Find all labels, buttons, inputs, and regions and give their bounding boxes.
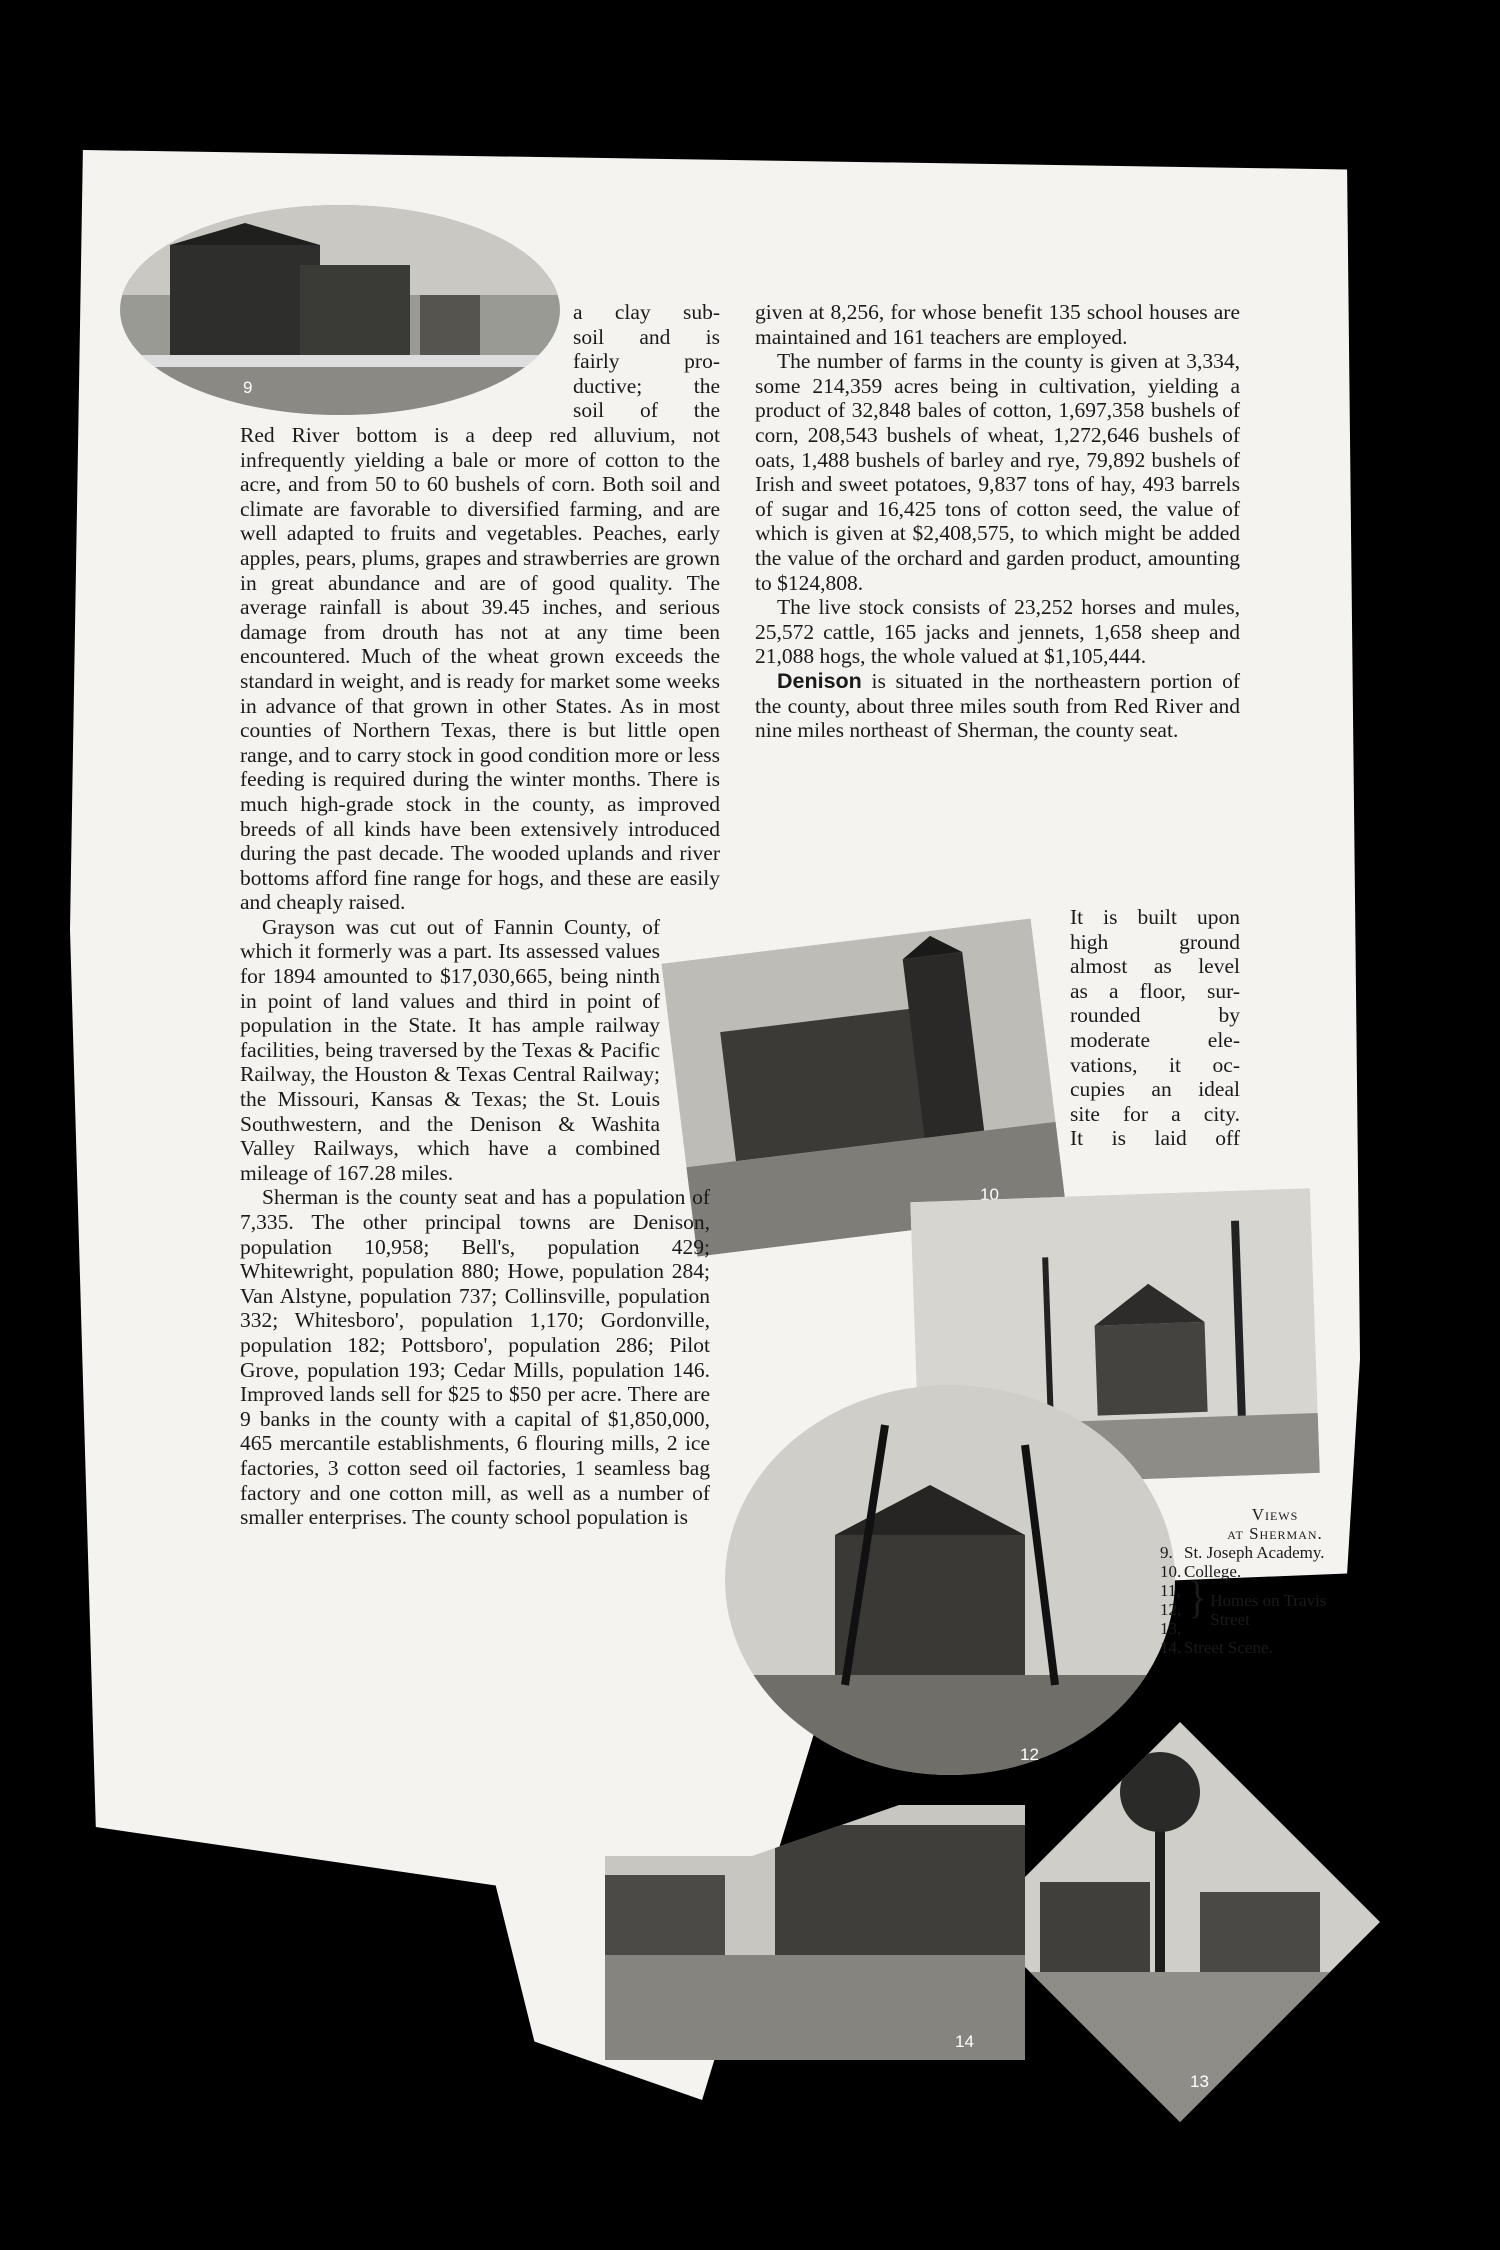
right-wrap-line: It is built upon bbox=[1070, 905, 1240, 929]
right-wrap-line: site for a city. bbox=[1070, 1101, 1240, 1126]
right-wrap-line: almost as level bbox=[1070, 954, 1240, 979]
left-wrap-line: fairly pro- bbox=[573, 349, 720, 374]
right-paragraph-4 bbox=[755, 669, 1240, 743]
right-column-body bbox=[755, 300, 1240, 743]
caption-item bbox=[1160, 1543, 1390, 1562]
photo-13-travis-street bbox=[980, 1722, 1380, 2122]
caption-title: Views bbox=[1251, 1505, 1299, 1524]
left-column-body bbox=[240, 423, 720, 1530]
caption-num: 10. bbox=[1160, 1562, 1182, 1581]
caption-label: St. Joseph Academy. bbox=[1184, 1543, 1325, 1562]
left-paragraph-3: Sherman is the county seat and has a population of 7,335. The other principal towns are Denison, population 10,958; Bell's, population 429; Whitewright, population 880; Howe, population 284; Van Alstyne, population 737; Collinsville, population 332; Whitesboro', population 1,170; Gordonville, population 182; Pottsboro', population 286; Pilot Grove, population 193; Cedar Mills, population 146. Improved lands sell for $25 to $50 per acre. There are 9 banks in the county with a capital of $1,850,000, 465 mercantile establishments, 6 flouring mills, 2 ice factories, 3 cotton seed oil factories, 1 seamless bag factory and one cotton mill, as well as a number of smaller enterprises. The county school population is bbox=[240, 1185, 710, 1530]
caption-label: College. bbox=[1184, 1562, 1242, 1581]
left-paragraph-2: Grayson was cut out of Fannin County, of which it formerly was a part. Its assessed values for 1894 amounted to $17,030,665, being ninth in point of land values and third in point of population in the State. It has ample railway facilities, being traversed by the Texas & Pacific Railway, the Houston & Texas Central Railway; the Missouri, Kansas & Texas; the St. Louis Southwestern, and the Denison & Washita Valley Railways, which have a combined mileage of 167.28 miles. bbox=[240, 914, 660, 1185]
photo-13-number: 13 bbox=[1190, 2072, 1209, 2091]
right-wrap-line: as a floor, sur- bbox=[1070, 978, 1240, 1003]
caption-label: Homes on Travis Street bbox=[1210, 1591, 1327, 1629]
caption-num: 9. bbox=[1160, 1543, 1173, 1562]
left-wrap-line: soil of the bbox=[573, 398, 720, 423]
caption-num: 13, bbox=[1160, 1619, 1182, 1638]
caption-num: 14. bbox=[1160, 1638, 1182, 1657]
left-wrap-line: a clay sub- bbox=[573, 300, 720, 324]
denison-text: is situated in the northeastern portion of the county, about three miles south from Red River and nine miles northeast of Sherman, the county seat. bbox=[755, 668, 1240, 743]
photo-12-home bbox=[725, 1385, 1175, 1775]
photo-10-number: 10 bbox=[980, 1185, 999, 1204]
right-wrap-line: high ground bbox=[1070, 929, 1240, 954]
right-wrap-line: vations, it oc- bbox=[1070, 1052, 1240, 1077]
left-wrap-line: ductive; the bbox=[573, 373, 720, 398]
caption-num: 11, bbox=[1160, 1581, 1181, 1600]
photo-caption bbox=[1160, 1505, 1390, 1657]
left-wrap-block bbox=[573, 300, 720, 423]
caption-label: Street Scene. bbox=[1184, 1638, 1273, 1657]
right-wrap-line: cupies an ideal bbox=[1070, 1077, 1240, 1102]
caption-num: 12, bbox=[1160, 1600, 1182, 1619]
caption-brace-group bbox=[1160, 1572, 1390, 1638]
left-wrap-line: soil and is bbox=[573, 324, 720, 349]
right-wrap-line: It is laid off bbox=[1070, 1126, 1240, 1151]
right-wrap-block bbox=[1070, 905, 1240, 1151]
right-wrap-line: rounded by bbox=[1070, 1003, 1240, 1028]
left-paragraph-1: Red River bottom is a deep red alluvium, not infrequently yielding a bale or more of cotton to the acre, and from 50 to 60 bushels of corn. Both soil and climate are favorable to diversified farming, and are well adapted to fruits and vegetables. Peaches, early apples, pears, plums, grapes and strawberries are grown in great abundance and are of good quality. The average rainfall is about 39.45 inches, and serious damage from drouth has not at any time been encountered. Much of the wheat grown exceeds the standard in weight, and is ready for market some weeks in advance of that grown in other States. As in most counties of Northern Texas, there is but little open range, and to carry stock in good condition more or less feeding is required during the winter months. There is much high-grade stock in the county, as improved breeds of all kinds have been extensively introduced during the past decade. The wooded uplands and river bottoms afford fine range for hogs, and these are easily and cheaply raised. bbox=[240, 423, 721, 915]
photo-14-number: 14 bbox=[955, 2032, 974, 2051]
photo-12-number: 12 bbox=[1020, 1745, 1039, 1764]
photo-9-number: 9 bbox=[243, 378, 253, 397]
caption-brace: } bbox=[1188, 1572, 1207, 1624]
caption-subtitle: at Sherman. bbox=[1227, 1524, 1323, 1543]
right-wrap-line: moderate ele- bbox=[1070, 1027, 1240, 1052]
denison-lead: Denison bbox=[777, 668, 862, 693]
right-paragraph-2: The number of farms in the county is given at 3,334, some 214,359 acres being in cultivation, yielding a product of 32,848 bales of cotton, 1,697,358 bushels of corn, 208,543 bushels of wheat, 1,272,646 bushels of oats, 1,488 bushels of barley and rye, 79,892 bushels of Irish and sweet potatoes, 9,837 tons of hay, 493 barrels of sugar and 16,425 tons of cotton seed, the value of which is given at $2,408,575, to which might be added the value of the orchard and garden product, amounting to $124,808. bbox=[755, 349, 1240, 595]
right-paragraph-1: given at 8,256, for whose benefit 135 school houses are maintained and 161 teachers are employed. bbox=[755, 300, 1240, 349]
right-paragraph-3: The live stock consists of 23,252 horses and mules, 25,572 cattle, 165 jacks and jennets, 1,658 sheep and 21,088 hogs, the whole valued at $1,105,444. bbox=[755, 595, 1240, 669]
photo-9-academy bbox=[120, 205, 560, 415]
